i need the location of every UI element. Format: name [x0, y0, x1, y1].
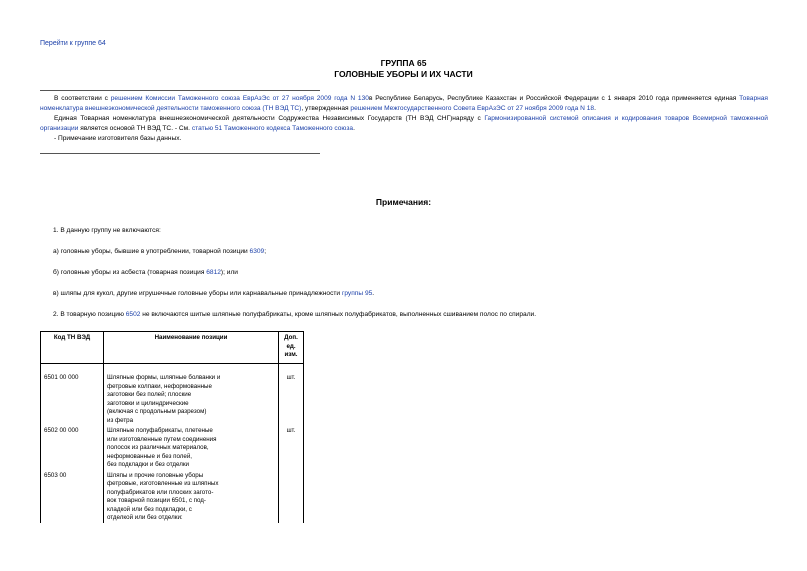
- note-2: [53, 311, 536, 318]
- text: .: [372, 290, 375, 297]
- table-row: [41, 470, 304, 523]
- divider-bottom: [40, 153, 320, 154]
- text: 2. В товарную позицию: [53, 311, 126, 318]
- heading-6812-link[interactable]: 6812: [206, 269, 221, 276]
- note-1b: [53, 269, 238, 276]
- row-unit: шт.: [279, 364, 304, 426]
- text: .: [353, 125, 355, 132]
- heading-6502-link[interactable]: 6502: [125, 311, 141, 318]
- column-header-name: Наименование позиции: [104, 332, 279, 364]
- row-name: Шляпы и прочие головные уборы фетровые, изготовленные из шляпных полуфабрикатов или плоских загото- вок товарной позиции 6501, с под- кладкой или без подкладки, с отделкой или без отделки:: [104, 470, 279, 523]
- heading-6309-link[interactable]: 6309: [249, 248, 265, 255]
- row-unit: [279, 470, 304, 523]
- text: Единая Товарная номенклатура внешнеэкономической деятельности Содружества Независимых Государств (ТН ВЭД СНГ)наряду с: [54, 115, 485, 122]
- text: б) головные уборы из асбеста (товарная позиция: [53, 269, 207, 276]
- group-title: ГРУППА 65: [380, 58, 427, 68]
- column-header-code: Код ТН ВЭД: [41, 332, 104, 364]
- customs-code-article-link[interactable]: статью 51 Таможенного кодекса Таможенного союза: [191, 125, 354, 132]
- text: не включаются шитые шляпные полуфабрикаты, кроме шляпных полуфабрикатов, выполненных сшиванием полос по спирали.: [140, 311, 537, 318]
- intro-paragraph-1: [40, 94, 768, 114]
- intro-paragraph-2: [40, 114, 768, 134]
- text: ;: [264, 248, 267, 255]
- db-maker-note: - Примечание изготовителя базы данных.: [54, 135, 182, 142]
- text: В соответствии с: [54, 95, 111, 102]
- commission-decision-link[interactable]: решением Комиссии Таможенного союза ЕврАзЭс от 27 ноября 2009 года N 130: [110, 95, 369, 102]
- council-decision-link[interactable]: решением Межгосударственного Совета ЕврАзЭС от 27 ноября 2009 года N 18: [350, 105, 595, 112]
- text: в) шляпы для кукол, другие игрушечные головные уборы или карнавальные принадлежности: [53, 290, 342, 297]
- note-1c: [53, 290, 374, 297]
- tn-ved-ts-link[interactable]: Товарная номенклатура внешнеэкономической деятельности таможенного союза (ТН ВЭД ТС): [40, 95, 768, 112]
- text: .: [594, 105, 596, 112]
- harmonized-system-link[interactable]: Гармонизированной системой описания и кодирования товаров Всемирной таможенной организации: [40, 115, 768, 132]
- text: , утвержденная: [301, 105, 351, 112]
- text: а) головные уборы, бывшие в употреблении, товарной позиции: [53, 248, 250, 255]
- table-header-row: [41, 332, 304, 364]
- table-row: [41, 425, 304, 470]
- group-95-link[interactable]: группы 95: [341, 290, 373, 297]
- tariff-table: [40, 331, 304, 523]
- note-1a: [53, 248, 266, 255]
- group-subtitle: ГОЛОВНЫЕ УБОРЫ И ИХ ЧАСТИ: [334, 69, 473, 79]
- notes-heading: Примечания:: [375, 197, 432, 207]
- row-name: Шляпные полуфабрикаты, плетеные или изготовленные путем соединения полосок из различных материалов, неформованные и без полей, без подкладки и без отделки: [104, 425, 279, 470]
- column-header-unit: Доп. ед. изм.: [279, 332, 304, 364]
- text: ); или: [220, 269, 238, 276]
- divider-top: [40, 90, 320, 91]
- prev-group-link[interactable]: Перейти к группе 64: [40, 40, 106, 47]
- text: является основой ТН ВЭД ТС. - См.: [78, 125, 192, 132]
- row-unit: шт.: [279, 425, 304, 470]
- text: в Республике Беларусь, Республике Казахстан и Российской Федерации с 1 января 2010 года применяется единая: [368, 95, 740, 102]
- row-name: Шляпные формы, шляпные болванки и фетровые колпаки, неформованные заготовки без полей; плоские заготовки и цилиндрические (включая с продольным разрезом) из фетра: [104, 364, 279, 426]
- note-1: 1. В данную группу не включаются:: [53, 227, 161, 234]
- row-code: 6503 00: [41, 470, 104, 523]
- row-code: 6501 00 000: [41, 364, 104, 426]
- table-row: [41, 364, 304, 426]
- row-code: 6502 00 000: [41, 425, 104, 470]
